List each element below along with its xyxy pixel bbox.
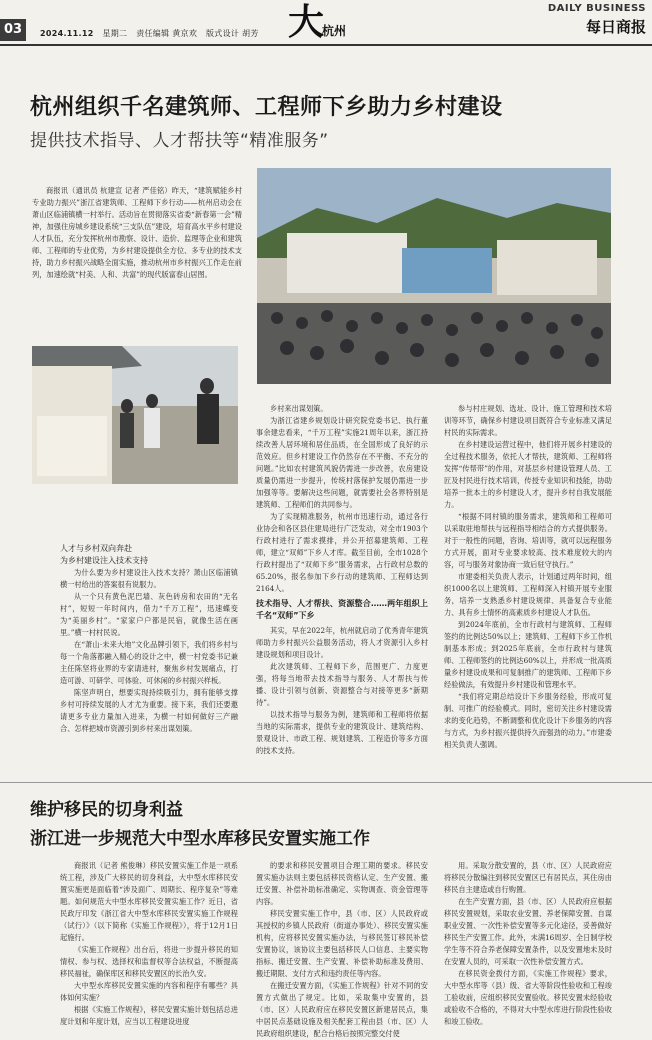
section-logo-city: 杭州 (322, 24, 347, 38)
article2-paragraph: 根据《实施工作规程》，移民安置实施计划包括总进度计划和年度计划，应当以工程建设进度 (60, 1005, 238, 1026)
event-photo-image (257, 168, 611, 384)
article2-headline: 维护移民的切身利益 (30, 800, 183, 820)
responsible-editor: 责任编辑 黄京欢 (136, 29, 198, 38)
article1-paragraph: 为浙江省建乡规划设计研究院党委书记、执行董事余建忠看来，“千万工程”实施21周年以来，浙江持续改善人居环境和居住品质，在全国形成了良好的示范效应。但乡村建设工作仍然存在不平衡、不充分的问题。”比如农村建筑风貌仍需进一步改善，农房建设质量仍需进一步提升，传统村落保护发展仍需进一步加强等等。要解决这些问题，就需要社会各界特别是建筑师、工程师们的共同参与。 (256, 416, 428, 509)
article2-paragraph: 在搬迁安置方面，《实施工作规程》针对不同的安置方式做出了规定。比如，采取集中安置的，县（市、区）人民政府应在移民安置区新建居民点，集中居民点基础设施及相关配套工程由县（市、区）人民政府组织建设，配合台格后按照完整交付使 (256, 981, 428, 1038)
article1-paragraph: 陈坚声明白，想要实现持续吸引力，拥有能够支撑乡村可持续发展的人才尤为重要。接下来，我们还要邀请更多专业力量加入进来，为横一村如何做好三产融合、怎样把城市资源引到乡村来出谋划策。 (60, 688, 238, 733)
lede-paragraph: 商报讯（通讯员 杭建宣 记者 严佳铭）昨天，“建筑赋能乡村 专业助力振兴”浙江省建筑师、工程师下乡行动——杭州启动会在萧山区临浦镇横一村举行。活动旨在贯彻落实省委“新春第一会”精神，加强住房城乡建设系统“三支队伍”建设，培育高水平乡村建设人才队伍，充分发挥杭州市勘察、设计、造价、监理等企业和建筑师、工程师的专业优势，为乡村建设提供全方位、多专业的技术支持，助力乡村振兴战略全面实施，推动杭州市乡村振兴工作走在前列，加速绘就“村美、人和、共富”的现代版富春山居图。 (32, 186, 242, 279)
article1-paragraph: 参与村庄规划、选址、设计、施工管理和技术培训等环节，确保乡村建设项目既符合专业标准又满足村民的实际需求。 (444, 404, 612, 437)
page-number: 03 (0, 19, 26, 41)
article2-paragraph: 移民安置实施工作中，县（市、区）人民政府或其授权的乡镇人民政府（街道办事处）、移民安置实施机构，应将移民安置实施办法，与移民签订移民补偿安置协议，该协议主要包括移民人口信息、主要实物指标、搬迁安置、生产安置、补偿补助标准及费用、搬迁期限、支付方式和违约责任等内容。 (256, 909, 428, 978)
article2-column-b (256, 860, 428, 1038)
article1-column-c (444, 403, 612, 775)
article1-paragraph: 其实，早在2022年，杭州就启动了优秀青年建筑师助力乡村振兴公益服务活动，将人才资源引入乡村建设规划和项目设计。 (256, 626, 428, 659)
brand-name-en: DAILY BUSINESS (547, 3, 646, 14)
article1-subheadline: 提供技术指导、人才帮扶等“精准服务” (30, 131, 329, 151)
article1-paragraph: “根据不同村镇的服务需求，建筑师和工程师可以采取驻地帮扶与远程指导相结合的方式提供服务。对于一般性的问题，咨询、培训等，就可以远程服务方式开展，面对专业要求较高、技术难度较大的内容，可与服务对象协商一致后驻守执行。” (444, 512, 612, 569)
layout-designer: 版式设计 胡芳 (206, 29, 259, 38)
article2-subheadline: 浙江进一步规范大中型水库移民安置实施工作 (30, 829, 370, 849)
article1-paragraph: 为了实现精准服务，杭州市迅速行动，通过各行业协会和各区县住建局进行广泛发动，对全市1903个行政村进行了需求摸排，并公开招募建筑师、工程师，建立“双师”下乡人才库。截至目前，全市1028个行政村提出了“双师下乡”服务需求，占行政村总数的65.20%，报名参加下乡行动的建筑师、工程师达到2164人。 (256, 512, 428, 593)
section-logo-big: 大 (288, 1, 325, 43)
brand-name-cn: 每日商报 (585, 18, 646, 36)
article1-paragraph: 从一个只有黄色泥巴墙、灰色砖房和农田的“无名村”，短短一年时间内，借力“千万工程”，迅速蝶变为“美丽乡村”。“家家户户都是民宿，就像生活在画里。”横一村村民说。 (60, 592, 238, 637)
article-divider (0, 782, 652, 783)
issue-date: 2024.11.12 (40, 29, 94, 38)
article1-lede (32, 185, 242, 333)
article2-paragraph: 在生产安置方面，县（市、区）人民政府应根据移民安置规划，采取农业安置、养老保障安置、自谋职业安置、一次性补偿安置等多元化途径，妥善做好移民生产安置工作。此外，未满16周岁、全日制学校学生等不符合养老保障安置条件，以及安置地未及时在安置人员的，可采取一次性补偿安置方式。 (444, 897, 612, 966)
article2-paragraph: 用。采取分散安置的，县（市、区）人民政府应将移民分散编注到移民安置区已有居民点，其住房由移民自主建造或自行购置。 (444, 861, 612, 894)
article2-paragraph: 《实施工作规程》出台后，将进一步提升移民的知情权、参与权、选择权和监督权等合法权益，不断提高移民福祉，确保库区和移民安置区的长治久安。 (60, 945, 238, 978)
booth-photo-image (32, 346, 238, 484)
article1-paragraph: 以技术指导与服务为例，建筑师和工程师将依据当地的实际需求，提供专业的建筑设计、建筑结构、景观设计、市政工程、规划建筑、工程造价等多方面的技术支持。 (256, 710, 428, 755)
article2-column-c (444, 860, 612, 1026)
article2-paragraph: 商报讯（记者 熊俊琳）移民安置实施工作是一项系统工程，涉及广大移民的切身利益，大中型水库移民安置实施更是面临着“涉及面广、周期长、程序复杂”等难题。如何规范大中型水库移民安置实施工作？近日，省民政厅印发《浙江省大中型水库移民安置实施工作规程（试行）》（以下简称《实施工作规程》），将于12月1日起施行。 (60, 861, 238, 942)
article1-column-b (256, 403, 428, 775)
booth-photo (32, 346, 238, 484)
header-rule (0, 44, 652, 46)
event-photo (257, 168, 611, 384)
article2-column-a (60, 860, 238, 1026)
article1-paragraph: 市建委相关负责人表示，计划通过两年时间，组织1000名以上建筑师、工程师深入村镇开展专业服务，培养一支熟悉乡村建设规律、具备复合专业能力、具有乡土情怀的高素质乡村建设人才队伍。 (444, 572, 612, 617)
article2-paragraph: 在移民资金拨付方面，《实施工作规程》要求，大中型水库等（县）级、省大等阶段性验收和工程竣工验收前，应组织移民安置验收。移民安置未经验收或验收不合格的，不得对大中型水库进行阶段性验收和竣工验收。 (444, 969, 612, 1026)
article1-paragraph: 此次建筑师、工程师下乡，范围更广、力度更强，将每当地带去技术指导与服务、人才帮扶与传播、设计引领与创新、资源整合与对接等更多“新期待”。 (256, 662, 428, 707)
article1-column-a (60, 543, 238, 775)
article1-paragraph: 在乡村建设运营过程中，他们将开展乡村建设的全过程技术服务，依托人才帮扶，建筑师、工程师将发挥“传帮带”的作用，对基层乡村建设管理人员、工匠及村民进行技术培训，传授专业知识和技能，协助培养一批本土的乡村建设人才，提升乡村自我发展能力。 (444, 440, 612, 509)
article1-paragraph: 到2024年底前，全市行政村与建筑师、工程师签约的比例达50%以上；建筑师、工程师下乡工作机制基本形成；到2025年底前，全市行政村与建筑师、工程师签约的比例达60%以上，并形成一批高质量乡村建设成果和可复制推广的建筑师、工程师下乡经验做法，有效提升乡村建设和管理水平。 (444, 620, 612, 689)
page-header (0, 0, 652, 46)
article1-section1-title-1: 人才与乡村双向奔赴 (60, 544, 132, 553)
article2-paragraph: 大中型水库移民安置实施的内容和程序有哪些？具体如何实施？ (60, 981, 238, 1002)
article1-headline: 杭州组织千名建筑师、工程师下乡助力乡村建设 (30, 95, 503, 120)
article1-paragraph: 乡村来出谋划策。 (270, 404, 328, 413)
issue-weekday: 星期二 (102, 29, 128, 38)
article1-section1-title-2: 为乡村建设注入技术支持 (60, 556, 148, 565)
header-meta (40, 28, 265, 39)
article1-paragraph: 为什么要为乡村建设注入技术支持？萧山区临浦镇横一村给出的答案很有说服力。 (60, 568, 238, 589)
article2-paragraph: 的要求和移民安置项目合理工期的要求。移民安置实施办法则主要包括移民资格认定、生产安置、搬迁安置、补偿补助标准确定、实物调查、资金管理等内容。 (256, 861, 428, 906)
article1-paragraph: “我们将定期总结设计下乡服务经验，形成可复制、可推广的经验模式。同时，密切关注乡村建设需求的变化趋势，不断调整和优化设计下乡服务的内容与方式，为乡村振兴提供持久而强劲的动力。”市建委相关负责人强调。 (444, 692, 612, 749)
article1-section2-title: 技术指导、人才帮扶、资源整合……两年组织上千名“双师”下乡 (256, 599, 428, 620)
article1-paragraph: 在“萧山·未来大地”文化品牌引领下，我们将乡村与每一个角落都融入精心的设计之中，横一村党委书记兼主任陈坚将业界的专家请进村，聚焦乡村发展痛点，打造可游、可研学、可体验、可休闲的乡村振兴样板。 (60, 640, 238, 685)
